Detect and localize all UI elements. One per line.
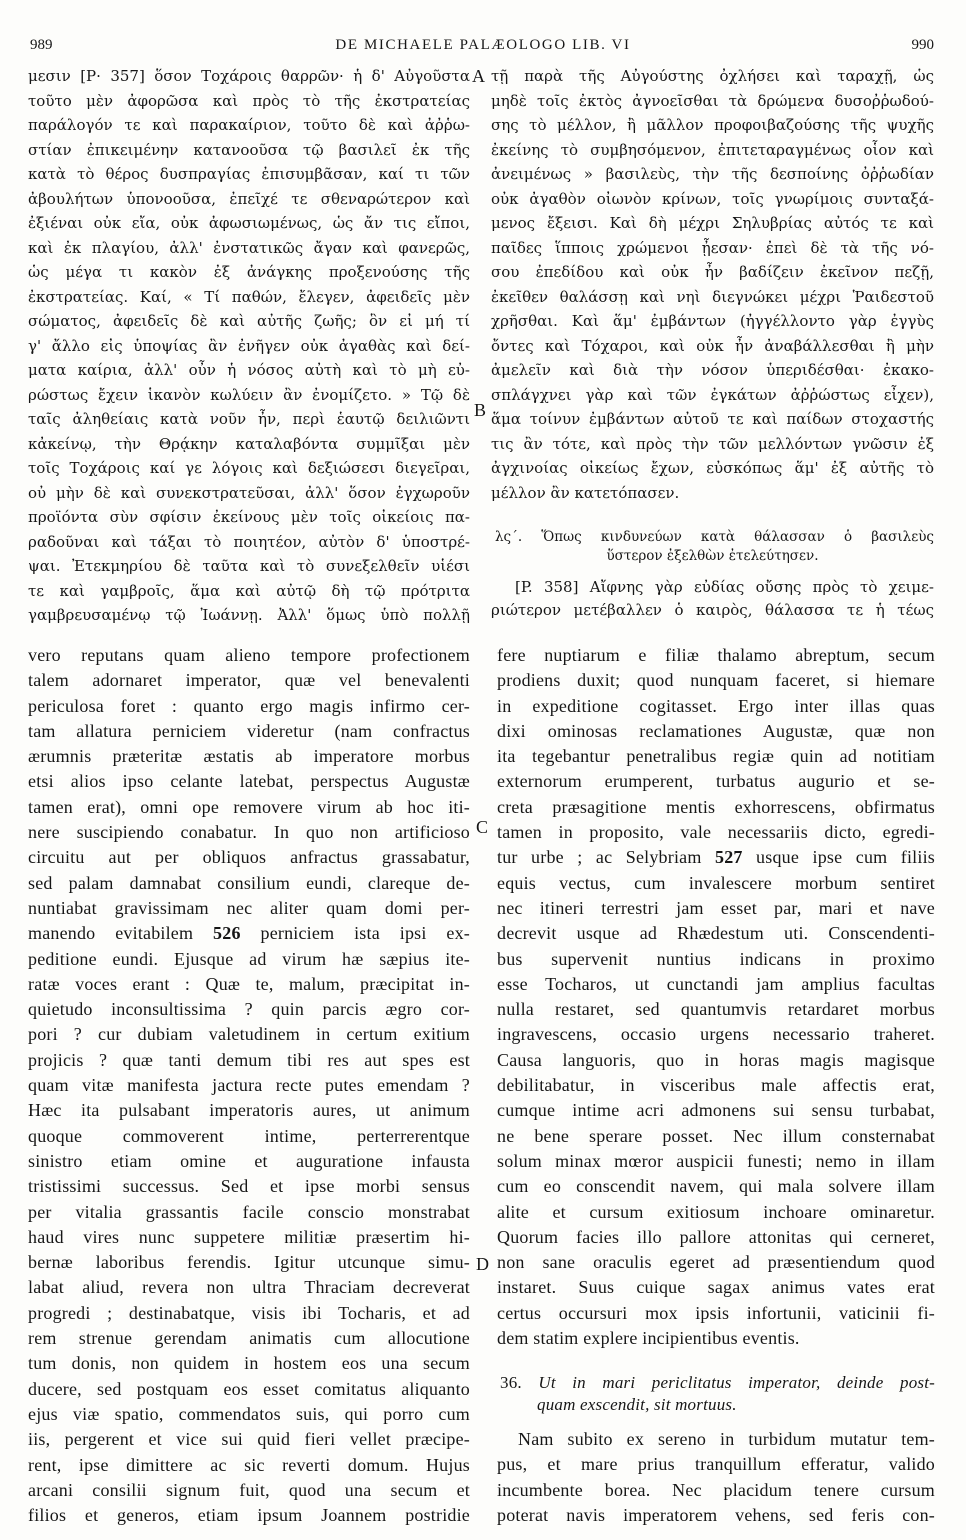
greek-text-line: μέλλον ἂν κατετόπασεν. — [491, 483, 680, 502]
latin-text-line: sinistro etiam omine et auguratione infausta — [28, 1150, 470, 1171]
greek-text-line: προϊόντα σὺν σφίσιν ἐκείνους μὲν τοῖς οἰκείοις πα- — [28, 508, 470, 526]
greek-text-line: καὶ ἐκ πλαγίου, ἀλλ' ἐνστατικῶς ἄγαν καὶ φανερῶς, — [28, 238, 470, 257]
greek-text-line: σώματος, ἀφειδεῖς δὲ καὶ αὐτῆς ζωῆς; ὃν εἰ μή τί — [28, 312, 470, 330]
margin-letter-d: D — [476, 1254, 489, 1274]
greek-text-line: [P. 358] Αἴφνης γὰρ εὐδίας οὔσης πρὸς τὸ χειμε- — [515, 578, 934, 596]
latin-text-line: ingravescens, occasio urgens necessario traheret. — [497, 1024, 935, 1045]
greek-heading-line: λς΄. Ὅπως κινδυνεύων κατὰ θάλασσαν ὁ βασιλεὺς — [495, 529, 934, 545]
latin-text-line: ratæ voces erant : Quæ te, malum, præcipitat in- — [28, 973, 470, 994]
greek-heading-line: ὕστερον ἐξελθὼν ἐτελεύτησεν. — [606, 548, 819, 564]
greek-text-line: μεσιν [P· 357] ὅσον Τοχάροις θαρρῶν· ἡ δ' Αὐγοῦστα — [28, 67, 470, 85]
latin-text-line: circuitu aut per obliquos anfractus grassabatur, — [28, 847, 470, 868]
latin-text-line: ne bene sperare posset. Nec illum consternabat — [497, 1125, 935, 1146]
latin-text-line: esse Tocharos, ut cunctandi jam amplius facultas — [497, 973, 935, 994]
chapter-number: 36. — [500, 1373, 522, 1392]
latin-text-line: certus occursuri mox ipsis infortunii, vaticinii fi- — [497, 1302, 935, 1323]
latin-text-line: instaret. Suus cuique sagax animus vates erat — [497, 1277, 935, 1298]
latin-text-line: poterat navis imperatorem vehens, sed feris con- — [497, 1504, 935, 1525]
greek-text-line: κἀκείνῳ, τὴν Θρᾴκην καταλαβόντα συμμῖξαι μὲν — [28, 434, 470, 453]
greek-text-line: ρώστως ἔχειν ἱκανὸν κωλύειν ἂν ἐνομίζετο. » Τῷ δὲ — [28, 385, 470, 404]
latin-text-line: Quorum facies illo pallore attonitas qui cerneret, — [497, 1226, 935, 1247]
latin-text-line: Causa languoris, quo in horas magis magisque — [497, 1049, 935, 1070]
latin-text-line: ita tegebantur penetralibus regiæ quin ad notitiam — [497, 746, 935, 767]
latin-right-column — [497, 643, 935, 1351]
greek-text-line: ἐκστρατείας. Καί, « Τί παθών, ἔλεγεν, ἀφειδεῖς μὲν — [28, 287, 470, 306]
greek-text-line: ἀνειμένως » βασιλεὺς, τὴν τῆς δεσποίνης ὀῤῥωδίαν — [491, 165, 934, 183]
latin-text-line: solum minax mœror auspicii funesti; nemo in illam — [497, 1150, 935, 1171]
greek-text-line: ραδοῦναι καὶ τάξαι τὸ ποιητέον, αὐτὸν δ' ὑποστρέ- — [28, 532, 470, 551]
latin-text-line: alite et cursum exitiosum inchoare ominaretur. — [497, 1201, 935, 1222]
latin-text-line: prodiens duxit; quod nunquam faceret, si hiemare — [497, 670, 935, 691]
latin-text-line: Nam subito ex sereno in turbidum mutatur tem- — [518, 1429, 935, 1449]
latin-text-line: nuntiabat gravissimam nec aliter quam domi per- — [28, 897, 470, 918]
latin-text-line: sed palam damnabat consilium eundi, clareque de- — [28, 872, 470, 893]
latin-text-line: labat aliud, revera non ultra Thraciam decreverat — [28, 1277, 470, 1298]
greek-text-line: ὄντες καὶ Τόχαροι, καὶ οὐκ ἦν ἀναβάλλεσθαι ἢ μὴν — [491, 336, 934, 355]
text-segment: usque ipse cum filiis — [742, 847, 935, 868]
latin-chapter-heading — [497, 1372, 935, 1416]
greek-text-line: ἀγχινοίας οἰκείως ἔχων, εὐσκόπως ἅμ' ἐξ αὐτῆς τὸ — [491, 459, 934, 477]
latin-text-line: talem adornaret imperator, quæ vel benevalenti — [28, 670, 470, 691]
greek-text-line: σου ἐπεδίδου καὶ οὐκ ἦν βαδίζειν ἐκεῖνον πεζῇ, — [491, 263, 934, 281]
latin-text-line: ærumnis præteritæ æstatis ab imperatore morbus — [28, 746, 470, 767]
latin-text-line: quoque commoverent intime, perterrerentque — [28, 1125, 470, 1146]
latin-text-line: dixi ominosas reclamationes Augustæ, quæ non — [497, 720, 935, 741]
latin-text-line: cumque intime acri admonens sui sensu turbabat, — [497, 1100, 935, 1121]
greek-text-line: παράλογόν τε καὶ παρακαίριον, τοῦτο δὲ καὶ ἀῤῥω- — [28, 116, 470, 134]
latin-heading-line: quam exscendit, sit mortuus. — [537, 1395, 737, 1414]
greek-right-column — [491, 64, 934, 505]
column-number-marker: 527 — [715, 847, 743, 868]
greek-text-line: ἀβουλήτων ὑπονοοῦσα, ἐπεῖχέ τε σθεναρώτερον καὶ — [28, 189, 470, 208]
latin-text-line: bernæ laboribus ferendis. Igitur utcunque simu- — [28, 1252, 470, 1273]
greek-left-column — [28, 64, 470, 628]
latin-heading-line — [500, 1372, 935, 1394]
latin-text-line: dem statim explere incipientibus eventis. — [497, 1328, 800, 1349]
latin-text-line: decrevit usque ad Rhædestum uti. Conscendenti- — [497, 923, 935, 944]
greek-text-line: ἐκείνης τὸ συμβησόμενον, ἐπιτεταραγμένως οἷον καὶ — [491, 140, 934, 159]
latin-text-line: periculosa foret : quanto ergo magis infirmo cer- — [28, 695, 470, 716]
greek-text-line: ὡς μέγα τι κακὸν ἐξ ἀνάγκης προξενούσης τῆς — [28, 263, 470, 281]
latin-text-line: projicis ? quæ tanti demum tibi res aut spes est — [28, 1049, 470, 1070]
greek-text-line: τις ἂν τότε, καὶ πρὸς τὴν τῶν μελλόντων γνῶσιν ἐξ — [491, 434, 934, 453]
margin-letter-b: B — [474, 400, 487, 420]
greek-text-line: ἐξιέναι οὐκ εἴα, οὐκ ἀφωσιωμένως, ὡς ἄν τις εἴποι, — [28, 214, 470, 232]
latin-text-line: ducere, sed postquam eos esset comitatus aliquanto — [28, 1378, 470, 1399]
latin-text-line: tamen in proposito, vale necessariis dicto, egredi- — [497, 822, 935, 843]
text-segment: manendo evitabilem — [28, 923, 214, 944]
greek-text-line: οὐ μὴν δὲ καὶ συνεκστρατεῦσαι, ἀλλ' ὅσον ἐγχωροῦν — [28, 483, 470, 502]
greek-text-line: κατὰ τὸ θέρος δυσπραγίας ἐπισυμβᾶσαν, καί τι τῶν — [28, 165, 470, 183]
latin-text-line: vero reputans quam alieno tempore profectionem — [28, 645, 470, 665]
latin-text-line: in expeditione cogitasset. Ergo inter illas quas — [497, 695, 935, 716]
latin-text-line: externorum erumperent, turbatus augurio et se- — [497, 771, 935, 792]
greek-text-line: τοῖς Τοχάροις καί γε λόγοις καὶ δεξιώσεσι διεγεῖραι, — [28, 459, 470, 477]
greek-text-line: στίαν ἐπικειμένην κατανοοῦσα τῷ βασιλεῖ ἐκ τῆς — [28, 140, 470, 159]
latin-text-line: nere suscipiendo conabatur. In quo non artificioso — [28, 822, 470, 843]
latin-text-line: bus supervenit nuntius indicans in proximo — [497, 948, 935, 969]
latin-text-line: equis vectus, cum invalescere morbum sentiret — [497, 872, 935, 893]
latin-text-line: filios et generos, etiam ipsum Joannem postridie — [28, 1505, 470, 1526]
greek-text-line: γ' ἄλλο εἰς ὑποψίας ἂν ἐνῆγεν οὐκ ἀγαθὰς καὶ δεί- — [28, 336, 470, 355]
greek-text-line: ριώτερον μετέβαλλεν ὁ καιρὸς, θάλασσα τε ἡ τέως — [491, 601, 934, 619]
latin-text-line: rem strenue gerendam animatis cum allocutione — [28, 1328, 470, 1349]
latin-text-line: nec itineri terrestri jam esset par, mari et nave — [497, 897, 935, 918]
text-segment: perniciem ista ipsi ex- — [240, 923, 470, 944]
latin-text-line: per vitalia grassantis facile conscio monstrabat — [28, 1201, 470, 1222]
greek-text-line: ἅμα τοίνυν ἐμβάντων αὐτοῦ τε καὶ παίδων στοχαστής — [491, 410, 934, 428]
latin-text-line: pus, et mare prius tranquillum efferatur, valido — [497, 1454, 935, 1475]
latin-text-line: tam allatura perniciem videretur (nam confractus — [28, 720, 470, 741]
latin-text-line: quam vitæ manifesta jactura recte putes emendam ? — [28, 1075, 470, 1096]
greek-text-line: ψαι. Ἐτεκμηρίου δὲ ταῦτα καὶ τὸ συνεξελθεῖν υἱέσι — [28, 557, 470, 575]
latin-text-line: cum eo conscendit navem, qui mala solvere illam — [497, 1176, 935, 1197]
greek-text-line: γαμβρευσαμένῳ τῷ Ἰωάννῃ. Ἀλλ' ὅμως ὑπὸ πολλῇ — [28, 606, 470, 624]
latin-left-column — [28, 643, 470, 1528]
latin-text-line: incumbente borea. Nec placidum tenere cursum — [497, 1479, 935, 1500]
latin-text-line: non sane oraculis egeret ad præsentiendum quod — [497, 1252, 935, 1273]
greek-text-line: τε καὶ γαμβροῖς, ἅμα καὶ αὐτῷ δὴ τῷ πρότριτα — [28, 581, 470, 600]
greek-text-line: ματα καίρια, ἀλλ' οὖν ἡ νόσος αὐτὴ καὶ τὸ μὴ εὐ- — [28, 361, 470, 379]
latin-text-line: Hæc ita pulsabant imperatoris aures, ut animum — [28, 1100, 470, 1121]
latin-text-line: nulla restaret, sed quantumvis retardaret morbus — [497, 999, 935, 1020]
greek-text-line: σπλάγχνει γὰρ καὶ τῶν ἐγκάτων ἀῤῥώστως εἶχεν), — [491, 385, 934, 404]
latin-text-line — [28, 921, 470, 946]
latin-text-line: tristissimi successus. Sed et ipse morbi sensus — [28, 1176, 470, 1197]
page-number-left: 989 — [30, 37, 53, 53]
latin-text-line: ejus viæ spatio, commendatos suis, qui porro cum — [28, 1403, 470, 1424]
latin-text-line: iis, pergerent et vice sui quid fieri vellet præcipe- — [28, 1429, 470, 1450]
running-title: DE MICHAELE PALÆOLOGO LIB. VI — [335, 37, 631, 53]
column-number-marker: 526 — [213, 923, 241, 944]
latin-text-line: haud vires nunc suppetere militiæ præsertim hi- — [28, 1226, 470, 1247]
latin-text-line — [497, 845, 935, 870]
latin-text-line: pori ? cur dubiam valetudinem in certum exitium — [28, 1024, 470, 1045]
latin-text-line: rent, ipse dimittere ac sic reverti domum. Hujus — [28, 1454, 470, 1475]
greek-chapter-heading — [491, 528, 934, 566]
latin-chapter-text — [497, 1427, 935, 1528]
greek-text-line: οὐκ ἀγαθὸν οἰωνὸν κρίνων, τοῖς γνωρίμοις συνταξά- — [491, 189, 934, 208]
latin-text-line: arcani consilii signum fuit, quod una secum et — [28, 1479, 470, 1500]
text-segment: tur urbe ; ac Selybriam — [497, 847, 715, 868]
latin-text-line: debilitabatur, in visceribus male affectis erat, — [497, 1075, 935, 1096]
latin-text-line: etsi alios ipso celante latebat, perspectus Augustæ — [28, 771, 470, 792]
latin-text-line: progredi ; destinabatque, visis ibi Tocharis, et ad — [28, 1302, 470, 1323]
chapter-title: Ut in mari periclitatus imperator, deinde post- — [538, 1373, 935, 1392]
greek-chapter-text — [491, 576, 934, 622]
page-number-right: 990 — [911, 37, 934, 53]
greek-text-line: μηδὲ τοῖς ἐκτὸς ἀγνοεῖσθαι τὰ δρώμενα δυσοῤῥωδού- — [491, 91, 934, 110]
latin-text-line: creta præsagitione mentis exhorrescens, obfirmatus — [497, 796, 935, 817]
greek-text-line: τοῦτο μὲν ἀφορῶσα καὶ πρὸς τὸ τῆς ἐκστρατείας — [28, 91, 470, 110]
margin-letter-a: A — [472, 66, 485, 86]
latin-text-line: quietudo inconsultissima ? quin parcis ægro cor- — [28, 999, 470, 1020]
greek-text-line: μενος ἔξεισι. Καὶ δὴ μέχρι Σηλυβρίας αὐτός τε καὶ — [491, 214, 934, 232]
latin-text-line: peditione eundi. Ejusque ad virum hæ sæpius ite- — [28, 948, 470, 969]
greek-text-line: ἐκεῖθεν θαλάσσῃ καὶ νηὶ διεγνώκει μέχρι Ῥαιδεστοῦ — [491, 287, 934, 306]
greek-text-line: τῇ παρὰ τῆς Αὐγούστης ὀχλήσει καὶ ταραχῇ, ὡς — [491, 67, 934, 85]
greek-text-line: παῖδες ἵπποις χρώμενοι ᾖεσαν· ἐπεὶ δὲ τὰ τῆς νό- — [491, 238, 934, 257]
latin-text-line: tamen erat), omni ope removere virum ab hoc iti- — [28, 796, 470, 817]
latin-text-line: fere nuptiarum e filiæ thalamo abreptum, secum — [497, 645, 935, 665]
greek-text-line: ταῖς ἀληθείαις κατὰ νοῦν ἦν, περὶ ἑαυτῷ δειλιῶντι — [28, 410, 470, 428]
greek-text-line: χρῆσθαι. Καὶ ἅμ' ἐμβάντων (ἠγγέλλοντο γὰρ ἐγγὺς — [491, 312, 934, 330]
greek-text-line: ἀμελεῖν καὶ διὰ τὴν νόσον ὑπεριδέσθαι· ἐκακο- — [491, 361, 934, 379]
margin-letter-c: C — [476, 817, 489, 837]
latin-text-line: tum donis, non quidem in hostem eos una secum — [28, 1353, 470, 1374]
greek-text-line: σης τὸ μέλλον, ἢ μᾶλλον προφοιβαζούσης τῆς ψυχῆς — [491, 116, 934, 134]
